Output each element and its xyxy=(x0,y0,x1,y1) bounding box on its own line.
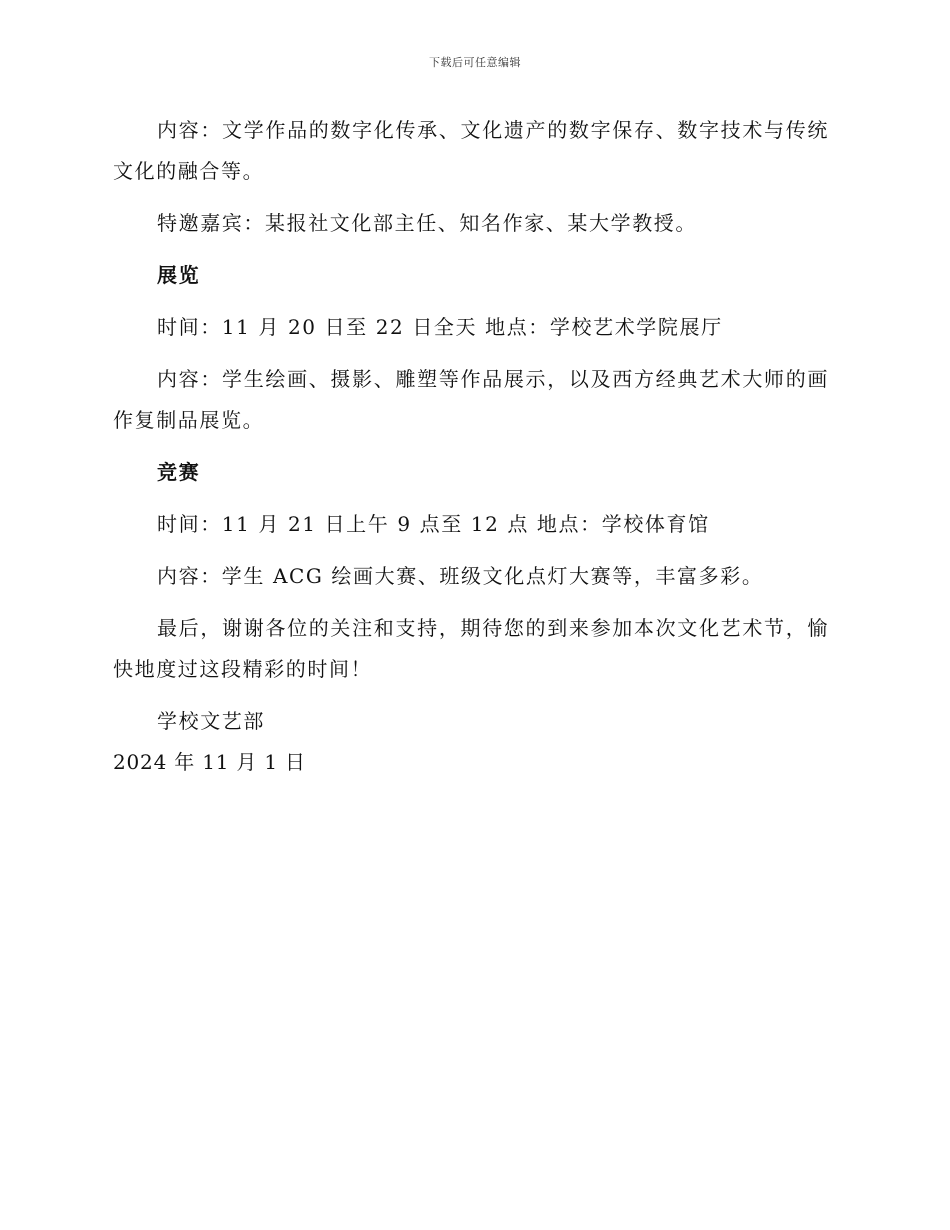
section-heading-competition: 竞赛 xyxy=(157,460,201,484)
paragraph-special-guests: 特邀嘉宾：某报社文化部主任、知名作家、某大学教授。 xyxy=(157,211,697,235)
exhibition-time-location: 时间：11 月 20 日至 22 日全天 地点：学校艺术学院展厅 xyxy=(157,315,723,339)
paragraph-digital-content: 内容：文学作品的数字化传承、文化遗产的数字保存、数字技术与传统文化的融合等。 xyxy=(113,118,829,183)
closing-paragraph: 最后，谢谢各位的关注和支持，期待您的到来参加本次文化艺术节，愉快地度过这段精彩的时间！ xyxy=(113,616,829,681)
signature-date: 2024 年 11 月 1 日 xyxy=(113,750,306,774)
competition-time-location: 时间：11 月 21 日上午 9 点至 12 点 地点：学校体育馆 xyxy=(157,512,710,536)
signature-organization: 学校文艺部 xyxy=(157,709,265,733)
document-body xyxy=(113,110,829,783)
section-heading-exhibition: 展览 xyxy=(157,263,201,287)
exhibition-content: 内容：学生绘画、摄影、雕塑等作品展示，以及西方经典艺术大师的画作复制品展览。 xyxy=(113,367,829,432)
competition-content: 内容：学生 ACG 绘画大赛、班级文化点灯大赛等，丰富多彩。 xyxy=(157,564,764,588)
page-header-note: 下载后可任意编辑 xyxy=(429,56,521,69)
